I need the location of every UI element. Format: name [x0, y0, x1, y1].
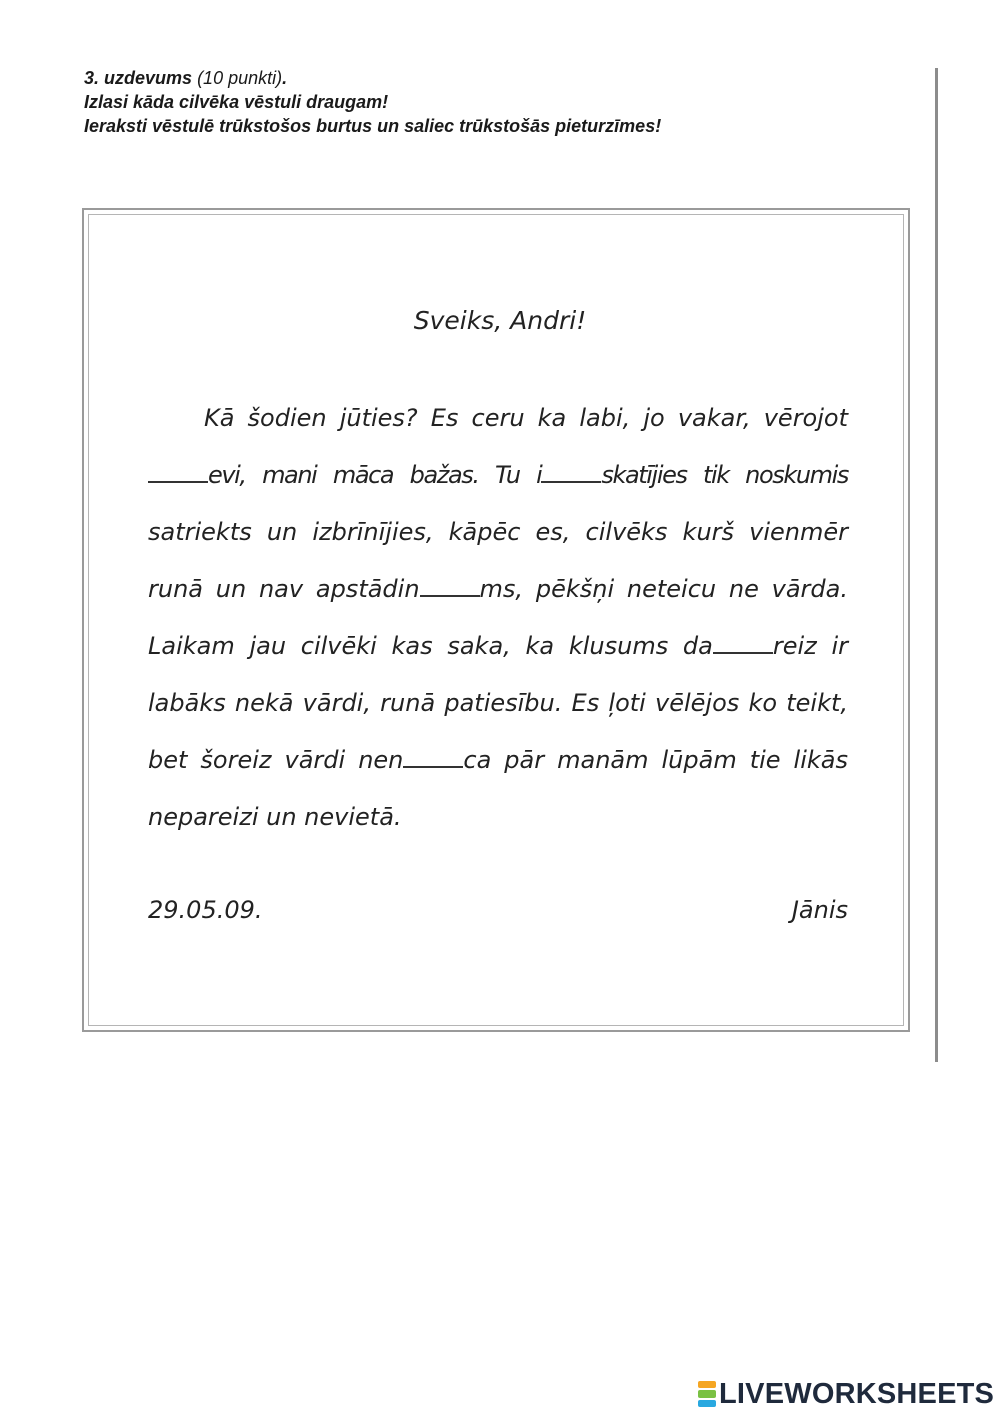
- letter-line-6: labāks nekā vārdi, runā patiesību. Es ļoti vēlējos ko teikt,: [148, 689, 848, 717]
- liveworksheets-logo-icon: [698, 1380, 716, 1408]
- task-instruction-read: Izlasi kāda cilvēka vēstuli draugam!: [84, 92, 389, 112]
- letter-line-3: satriekts un izbrīnījies, kāpēc es, cilvēks kurš vienmēr: [148, 518, 848, 546]
- logo-bar-blue: [698, 1400, 716, 1407]
- task-header: [84, 66, 884, 138]
- letter-line-2: evi, mani māca bažas. Tu i skatījies tik noskumis: [148, 447, 848, 504]
- letter-greeting: Sveiks, Andri!: [413, 306, 587, 335]
- letter-line-5: Laikam jau cilvēki kas saka, ka klusums da reiz ir: [148, 632, 849, 660]
- task-points: (10 punkti): [197, 68, 283, 88]
- letter-line-7: bet šoreiz vārdi nen ca pār manām lūpām tie likās: [148, 746, 849, 774]
- liveworksheets-brand: [698, 1377, 994, 1411]
- task-title-line: 3. uzdevums (10 punkti).: [84, 68, 288, 88]
- letter-line-1: Kā šodien jūties? Es ceru ka labi, jo vakar, vērojot: [204, 404, 848, 432]
- letter-date: 29.05.09.: [148, 896, 263, 924]
- letter-body: [148, 390, 848, 846]
- task-instruction-fill: Ieraksti vēstulē trūkstošos burtus un saliec trūkstošās pieturzīmes!: [84, 116, 662, 136]
- logo-bar-orange: [698, 1381, 716, 1388]
- letter-line-4: runā un nav apstādin ms, pēkšņi neteicu ne vārda.: [148, 575, 848, 603]
- logo-bar-green: [698, 1390, 716, 1397]
- task-number-title: 3. uzdevums: [84, 68, 193, 88]
- fill-blank-3[interactable]: [420, 575, 480, 597]
- letter-line-8: nepareizi un nevietā.: [148, 803, 402, 831]
- page-margin-rule: [935, 68, 938, 1062]
- letter-signature: Jānis: [791, 896, 848, 924]
- liveworksheets-logo-text: LIVEWORKSHEETS: [719, 1377, 995, 1410]
- fill-blank-4[interactable]: [713, 632, 773, 654]
- fill-blank-2[interactable]: [541, 461, 601, 483]
- letter-footer: [148, 896, 848, 924]
- fill-blank-5[interactable]: [403, 746, 463, 768]
- fill-blank-1[interactable]: [148, 461, 208, 483]
